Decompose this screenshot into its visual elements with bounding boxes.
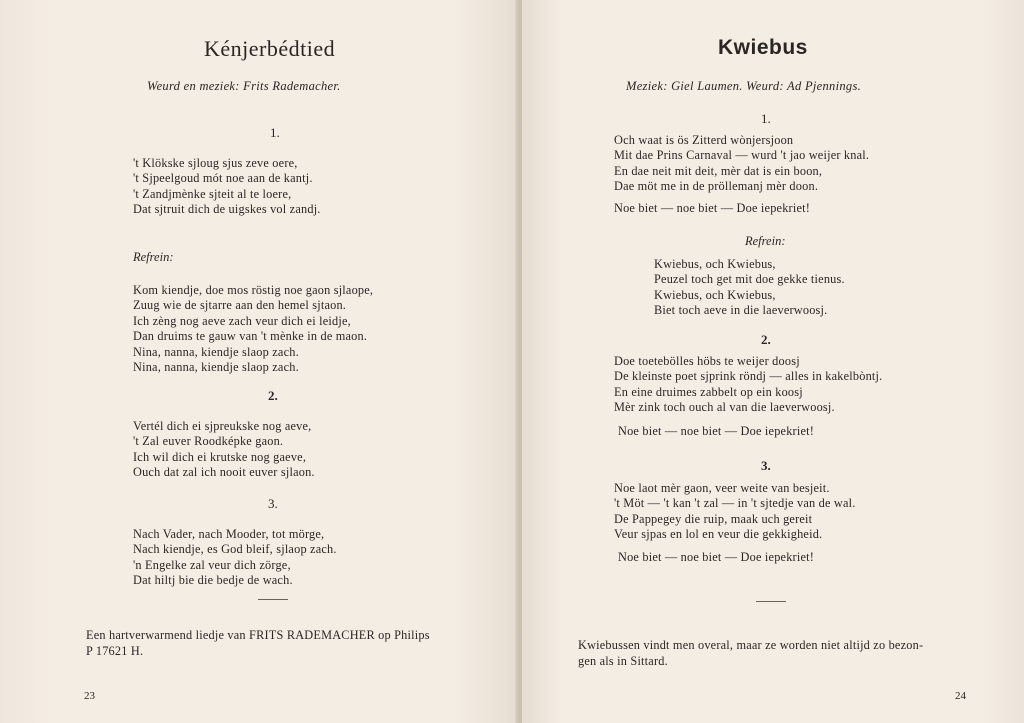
footnote-line: Een hartverwarmend liedje van FRITS RADEMACHER op Philips [86,628,430,642]
right-page [522,0,1024,723]
footnote [86,627,430,659]
song-credit: Meziek: Giel Laumen. Weurd: Ad Pjennings. [626,79,862,93]
chorus-line: Noe biet — noe biet — Doe iepekriet! [618,424,815,438]
footnote [578,637,923,669]
refrain-line: Ich zèng nog aeve zach veur dich ei leidje, [133,313,351,328]
refrain [654,257,845,319]
verse-line: Dae möt me in de pröllemanj mèr doon. [614,179,819,194]
verse-number: 3. [268,496,278,511]
page-number: 24 [955,690,966,702]
verse-line: Mèr zink toch ouch al van die laeverwoosj. [614,400,835,415]
verse-number: 3. [761,458,771,473]
refrain-line: Kom kiendje, doe mos röstig noe gaon sjlaope, [133,283,374,297]
song-title: Kénjerbédtied [204,36,336,61]
verse-line: De kleinste poet sjprink röndj — alles in kakelbòntj. [614,369,883,384]
verse-line: En eine druimes zabbelt op ein koosj [614,384,803,399]
verse-line: Nach kiendje, es God bleif, sjlaop zach. [133,542,337,557]
verse-line: 't Zal euver Roodképke gaon. [133,434,284,449]
verse-line: Ich wil dich ei krutske nog gaeve, [133,449,307,464]
refrain-line: Nina, nanna, kiendje slaop zach. [133,360,299,375]
verse-line: 't Möt — 't kan 't zal — in 't sjtedje van de wal. [614,496,856,511]
song-title: Kwiebus [718,36,808,59]
verse-number: 1. [761,111,771,126]
verse-line: Vertél dich ei sjpreukske nog aeve, [133,419,312,433]
verse-line: Dat hiltj bie die bedje de wach. [133,573,293,588]
refrain [133,283,373,375]
verse-3 [614,481,856,543]
footnote-line: gen als in Sittard. [578,654,668,668]
verse-line: En dae neit mit deit, mèr dat is ein boon, [614,163,823,178]
page-number: 23 [84,690,95,702]
refrain-label: Refrein: [745,234,786,248]
chorus-line: Noe biet — noe biet — Doe iepekriet! [618,550,815,564]
verse-line: 't Sjpeelgoud mót noe aan de kantj. [133,171,313,186]
refrain-line: Kwiebus, och Kwiebus, [654,287,776,302]
divider-rule [756,601,786,602]
verse-2 [614,354,882,416]
verse-2 [133,419,315,481]
verse-3 [133,527,337,589]
refrain-label: Refrein: [133,250,174,264]
verse-line: Nach Vader, nach Mooder, tot mörge, [133,527,325,541]
verse-line: Dat sjtruit dich de uigskes vol zandj. [133,202,321,217]
verse-line: De Pappegey die ruip, maak uch gereit [614,511,813,526]
verse-line: 't Klökske sjloug sjus zeve oere, [133,156,298,170]
verse-number: 2. [761,332,771,347]
refrain-line: Zuug wie de sjtarre aan den hemel sjtaon. [133,298,347,313]
verse-line: Noe laot mèr gaon, veer weite van besjeit. [614,481,830,495]
refrain-line: Dan druims te gauw van 't mènke in de maon. [133,329,368,344]
verse-1 [614,133,869,195]
verse-number: 1. [270,125,280,140]
footnote-line: Kwiebussen vindt men overal, maar ze worden niet altijd zo bezon- [578,638,924,652]
refrain-line: Nina, nanna, kiendje slaop zach. [133,344,299,359]
verse-line: Veur sjpas en lol en veur die gekkigheid. [614,527,823,542]
footnote-line: P 17621 H. [86,644,144,658]
refrain-line: Peuzel toch get mit doe gekke tienus. [654,272,845,287]
song-credit: Weurd en meziek: Frits Rademacher. [147,79,341,93]
verse-number: 2. [268,388,278,403]
verse-1 [133,156,321,218]
verse-line: 'n Engelke zal veur dich zörge, [133,557,291,572]
divider-rule [258,599,288,600]
verse-line: Mit dae Prins Carnaval — wurd 't jao weijer knal. [614,148,870,163]
verse-line: Doe toetebölles höbs te weijer doosj [614,354,800,368]
refrain-line: Biet toch aeve in die laeverwoosj. [654,303,828,318]
verse-line: Ouch dat zal ich nooit euver sjlaon. [133,465,315,480]
verse-line: 't Zandjmènke sjteit al te loere, [133,186,292,201]
verse-line: Och waat is ös Zitterd wònjersjoon [614,133,794,147]
refrain-line: Kwiebus, och Kwiebus, [654,257,776,271]
chorus-line: Noe biet — noe biet — Doe iepekriet! [614,201,811,215]
